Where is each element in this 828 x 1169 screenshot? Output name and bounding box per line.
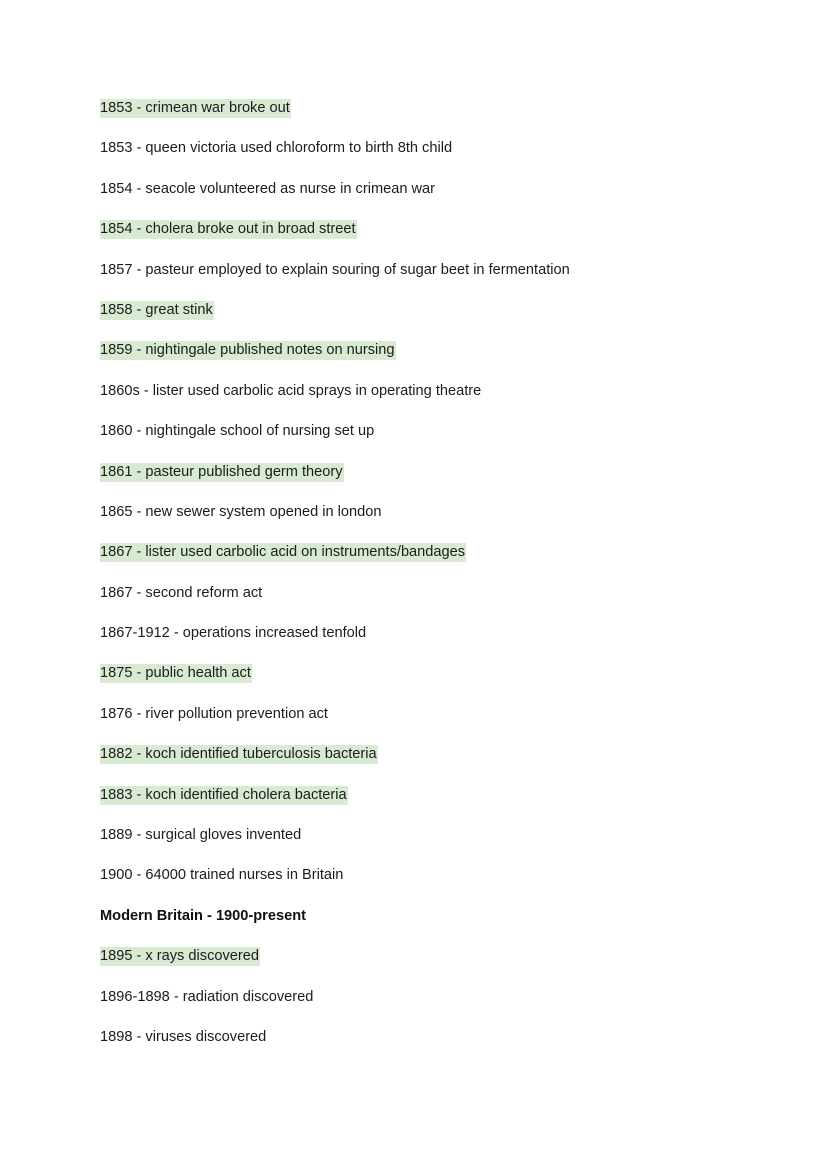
timeline-entry xyxy=(100,99,571,139)
entry-text: 1896-1898 - radiation discovered xyxy=(100,988,314,1005)
timeline-entry xyxy=(100,220,571,260)
timeline-entry xyxy=(100,139,571,179)
entry-text: 1898 - viruses discovered xyxy=(100,1028,267,1045)
timeline-entry xyxy=(100,584,571,624)
entry-text: 1867 - second reform act xyxy=(100,584,263,601)
entry-text: 1882 - koch identified tuberculosis bacteria xyxy=(100,746,377,763)
entry-text: 1854 - seacole volunteered as nurse in crimean war xyxy=(100,180,436,197)
entry-text: 1854 - cholera broke out in broad street xyxy=(100,221,356,238)
timeline-entry xyxy=(100,664,571,704)
timeline-entry xyxy=(100,624,571,664)
timeline-entry xyxy=(100,866,571,906)
timeline-entry xyxy=(100,180,571,220)
timeline-entry xyxy=(100,422,571,462)
entry-text: 1889 - surgical gloves invented xyxy=(100,827,302,844)
entry-text: 1858 - great stink xyxy=(100,301,213,318)
timeline-entry xyxy=(100,341,571,381)
entry-text: 1883 - koch identified cholera bacteria xyxy=(100,786,347,803)
timeline-entry xyxy=(100,463,571,503)
timeline-entry xyxy=(100,786,571,826)
section-heading xyxy=(100,907,571,947)
entry-text: 1860 - nightingale school of nursing set up xyxy=(100,423,375,440)
entry-text: 1867-1912 - operations increased tenfold xyxy=(100,625,367,642)
entry-text: 1860s - lister used carbolic acid sprays in operating theatre xyxy=(100,382,482,399)
timeline-list xyxy=(100,99,571,1068)
entry-text: 1876 - river pollution prevention act xyxy=(100,705,328,722)
entry-text: 1867 - lister used carbolic acid on instruments/bandages xyxy=(100,544,466,561)
timeline-entry xyxy=(100,543,571,583)
timeline-entry xyxy=(100,301,571,341)
entry-text: 1861 - pasteur published germ theory xyxy=(100,463,343,480)
timeline-entry xyxy=(100,826,571,866)
entry-text: 1853 - queen victoria used chloroform to birth 8th child xyxy=(100,140,453,157)
entry-text: 1900 - 64000 trained nurses in Britain xyxy=(100,867,344,884)
timeline-entry xyxy=(100,261,571,301)
timeline-entry xyxy=(100,988,571,1028)
timeline-entry xyxy=(100,947,571,987)
entry-text: 1875 - public health act xyxy=(100,665,251,682)
entry-text: 1859 - nightingale published notes on nursing xyxy=(100,342,395,359)
timeline-entry xyxy=(100,382,571,422)
timeline-entry xyxy=(100,745,571,785)
entry-text: 1853 - crimean war broke out xyxy=(100,100,290,116)
entry-text: 1895 - x rays discovered xyxy=(100,948,259,965)
section-heading-text: Modern Britain - 1900-present xyxy=(100,907,306,924)
entry-text: 1865 - new sewer system opened in london xyxy=(100,503,382,520)
timeline-entry xyxy=(100,1028,571,1068)
entry-text: 1857 - pasteur employed to explain souring of sugar beet in fermentation xyxy=(100,261,570,278)
timeline-entry xyxy=(100,705,571,745)
timeline-entry xyxy=(100,503,571,543)
